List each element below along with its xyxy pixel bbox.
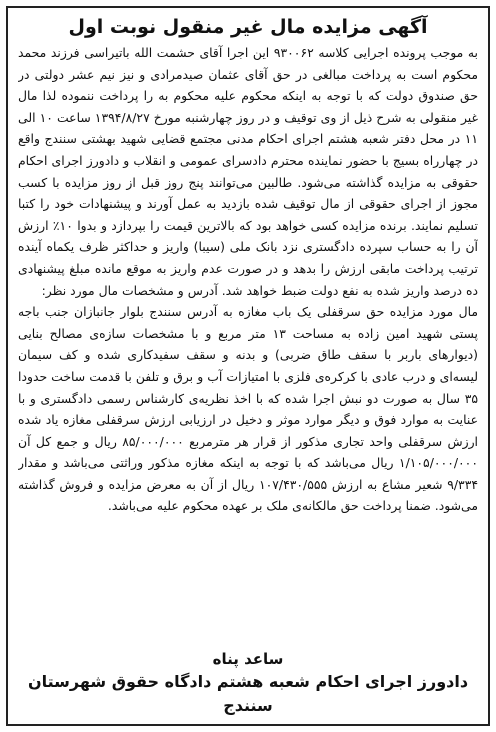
signature-name: ساعد پناه <box>212 650 284 668</box>
notice-body <box>18 42 478 646</box>
signature-office: دادورز اجرای احکام شعبه هشتم دادگاه حقوق شهرستان سنندج <box>27 672 469 715</box>
auction-notice <box>6 6 490 726</box>
notice-title: آگهی مزایده مال غیر منقول نوبت اول <box>68 16 428 38</box>
notice-paragraph-property: مال مورد مزایده حق سرقفلی یک باب مغازه به آدرس سنندج بلوار جانبازان جنب باجه پستی شهید امین زاده به مساحت ۱۳ متر مربع و با مشخصات سازه‌ی مصالح بنایی (دیوارهای باربر با سقف طاق ضربی) و بدنه و سقف سفیدکاری شده و کف سیمان لیسه‌ای و درب عادی با کرکره‌ی فلزی با امتیازات آب و برق و تلفن با قدمت ساخت حدودا ۳۵ سال به صورت دو نبش اجرا شده که با اخذ نظریه‌ی کارشناس رسمی دادگستری و با عنایت به موارد فوق و دیگر موارد موثر و دخیل در ارزیابی ارزش سرقفلی مغازه یاد شده ارزش سرقفلی واحد تجاری مذکور از قرار هر مترمربع ۸۵/۰۰۰/۰۰۰ ریال و جمع کل آن ۱/۱۰۵/۰۰۰/۰۰۰ ریال می‌باشد که با توجه به اینکه مغازه مذکور وراثتی می‌باشد و مقدار ۹/۳۳۴ شعیر مشاع به ارزش ۱۰۷/۴۳۰/۵۵۵ ریال از آن به معرض مزایده و فروش گذاشته می‌شود. ضمنا پرداخت حق مالکانه‌ی ملک بر عهده محکوم علیه می‌باشد. <box>18 304 478 514</box>
notice-paragraph-intro: به موجب پرونده اجرایی کلاسه ۹۳۰۰۶۲ این اجرا آقای حشمت الله باتیراسی فرزند محمد محکوم است به پرداخت مبالغی در حق آقای عثمان صیدمرادی و نیز نیم عشر دولتی در حق صندوق دولت که با توجه به اینکه محکوم علیه محکوم به را پرداخت ننموده لذا مال غیر منقولی به شرح ذیل از وی توقیف و در روز چهارشنبه مورخ ۱۳۹۴/۸/۲۷ ساعت ۱۰ الی ۱۱ در محل دفتر شعبه هشتم اجرای احکام مدنی مجتمع قضایی شهید بهشتی سنندج واقع در چهارراه بسیج با حضور نماینده محترم دادسرای عمومی و انقلاب و دادورز اجرای احکام حقوقی به مزایده گذاشته می‌شود. طالبین می‌توانند پنج روز قبل از روز مزایده با کسب مجوز از اجرای حقوقی از مال توقیف شده بازدید به عمل آورند و پیشنهادات خود را کتبا تسلیم نمایند. برنده مزایده کسی خواهد بود که بالاترین قیمت را بپردازد و بدوا ۱۰٪ ارزش آن را به حساب سپرده دادگستری نزد بانک ملی (سیبا) واریز و حداکثر ظرف یکماه آینده ترتیب پرداخت مابقی ارزش را بدهد و در صورت عدم واریز به موقع مانده مبلغ پیشنهادی ده درصد واریز شده به نفع دولت ضبط خواهد شد. آدرس و مشخصات مال مورد نظر: <box>18 45 478 298</box>
